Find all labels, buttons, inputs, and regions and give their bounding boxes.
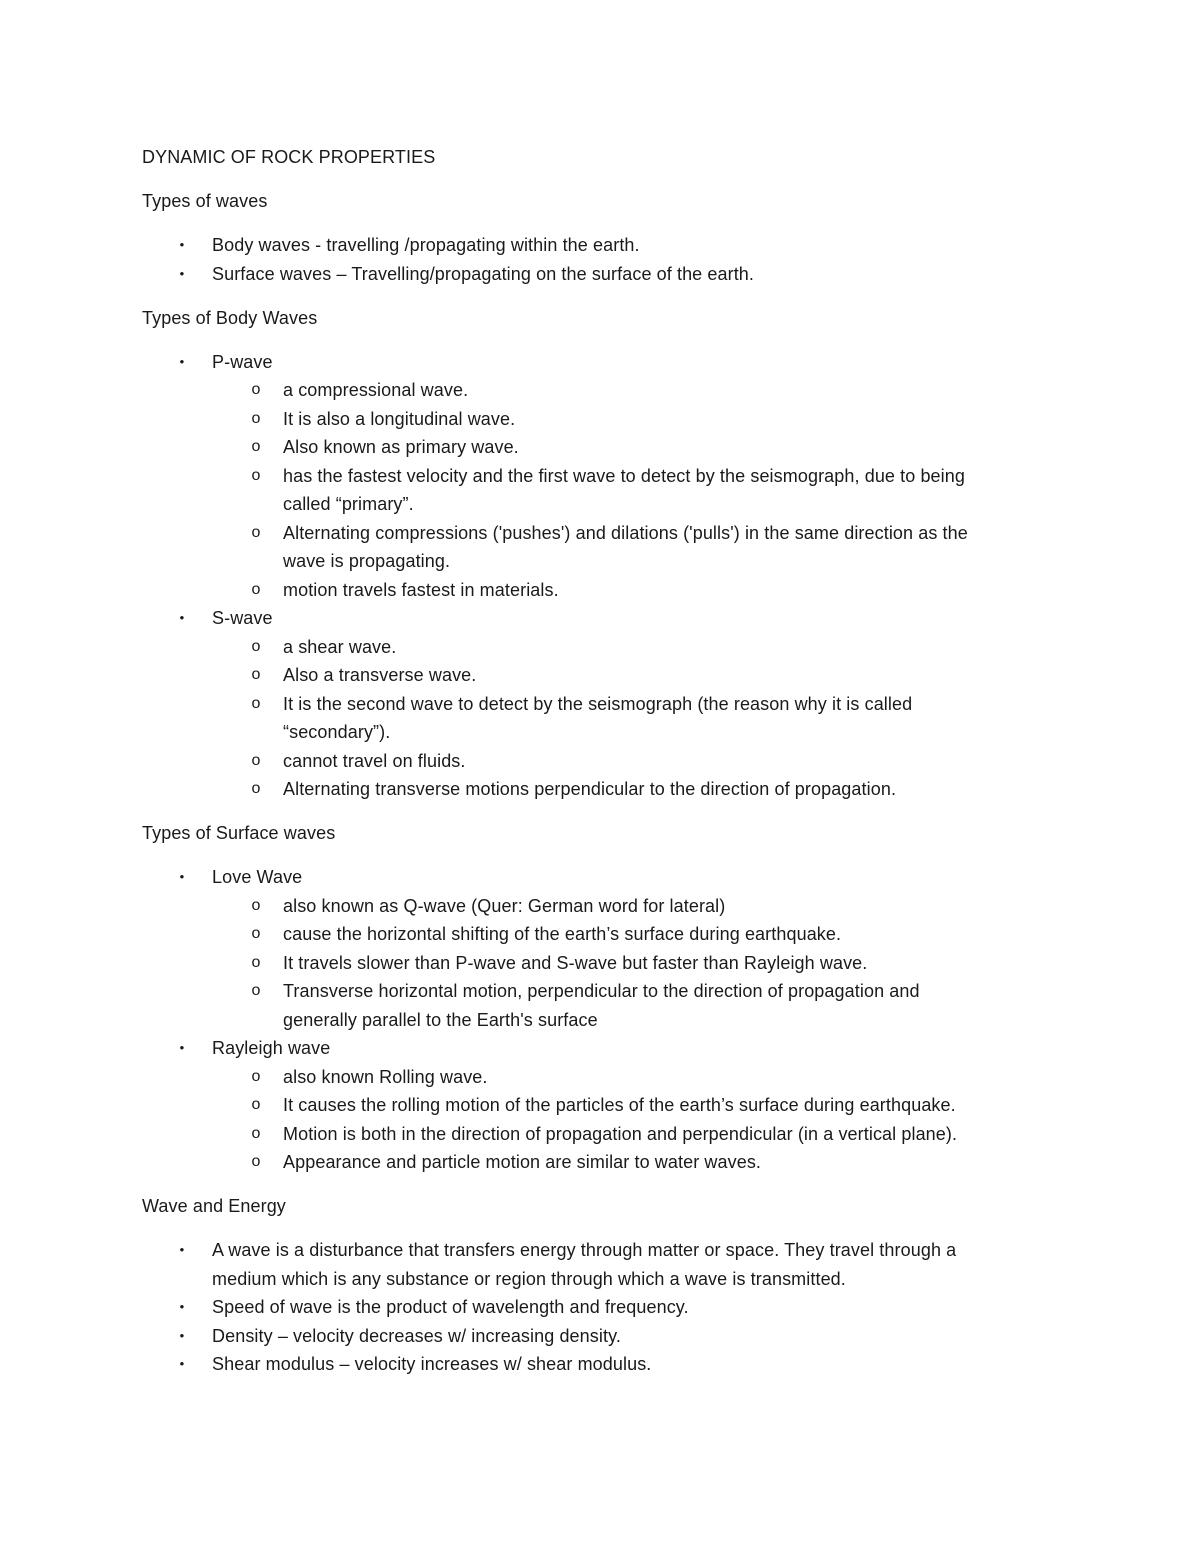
sub-list-item-text: Also a transverse wave. [283,665,477,685]
circle-bullet-icon: o [251,381,261,398]
circle-bullet-icon: o [251,1096,261,1113]
sub-list-item [142,920,1042,949]
sub-list-item [142,661,1042,690]
sub-list-item-text: cannot travel on fluids. [283,750,466,771]
sub-list-item-text: Also known as primary wave. [283,437,519,457]
bullet-icon: • [179,1040,185,1055]
list-item [142,604,1042,804]
circle-bullet-icon: o [251,1153,261,1170]
circle-bullet-icon: o [251,466,261,484]
circle-bullet-icon: o [251,694,261,712]
section-heading: Types of Body Waves [142,307,318,328]
sub-list-item-text: has the fastest velocity and the first wave to detect by the seismograph, due to being called “primary”. [283,465,965,514]
circle-bullet-icon: o [251,925,261,942]
sub-list-item-text: a shear wave. [283,636,397,657]
sub-list-item-text: Motion is both in the direction of propagation and perpendicular (in a vertical plane). [283,1123,958,1144]
sub-list-item [142,433,1042,462]
bullet-icon: • [179,1299,185,1314]
list-item [142,1034,1042,1177]
list-item [142,231,1042,260]
sub-list-item [142,1148,1042,1177]
list-item [142,1236,1042,1293]
sub-list-item-text: also known Rolling wave. [283,1066,488,1087]
list-item-text: Rayleigh wave [212,1038,331,1058]
bullet-icon: • [179,1356,185,1371]
circle-bullet-icon: o [251,982,261,999]
sub-list [212,633,1042,804]
circle-bullet-icon: o [251,523,261,541]
sub-list-item [142,747,1042,776]
sub-list [212,1063,1042,1177]
sub-list-item [142,405,1042,434]
list-item-text: Surface waves – Travelling/propagating on the surface of the earth. [212,263,755,284]
circle-bullet-icon: o [251,1067,261,1085]
circle-bullet-icon: o [251,580,261,598]
circle-bullet-icon: o [251,1124,261,1142]
bullet-icon: • [179,265,185,281]
list-item-text: A wave is a disturbance that transfers energy through matter or space. They travel through a medium which is any substance or region through which a wave is transmitted. [212,1240,957,1289]
circle-bullet-icon: o [251,409,261,427]
sub-list-item [142,690,1042,747]
circle-bullet-icon: o [251,896,261,914]
circle-bullet-icon: o [251,637,261,655]
circle-bullet-icon: o [251,438,261,455]
circle-bullet-icon: o [251,751,261,769]
list-item [142,1322,1042,1351]
list-item-text: Density – velocity decreases w/ increasing density. [212,1325,621,1346]
sub-list-item-text: motion travels fastest in materials. [283,579,559,600]
sub-list-item-text: It causes the rolling motion of the particles of the earth’s surface during earthquake. [283,1095,956,1115]
list-item [142,1350,1042,1379]
sub-list-item-text: a compressional wave. [283,380,469,400]
bullet-icon: • [179,1242,185,1257]
sub-list-item-text: It travels slower than P-wave and S-wave but faster than Rayleigh wave. [283,952,868,973]
sub-list-item-text: cause the horizontal shifting of the earth’s surface during earthquake. [283,924,842,944]
circle-bullet-icon: o [251,666,261,683]
sections-container [142,187,1042,1379]
sub-list-item [142,1091,1042,1120]
sub-list-item-text: It is also a longitudinal wave. [283,408,516,429]
document-body [142,143,1042,1394]
section-heading: Types of waves [142,191,268,211]
bullet-list [142,348,1042,804]
sub-list-item-text: Appearance and particle motion are similar to water waves. [283,1152,762,1172]
list-item-text: S-wave [212,608,273,628]
sub-list-item-text: Alternating transverse motions perpendicular to the direction of propagation. [283,779,897,799]
sub-list-item-text: It is the second wave to detect by the seismograph (the reason why it is called “secondary”). [283,693,913,742]
list-item-text: Body waves - travelling /propagating within the earth. [212,235,640,255]
section-heading: Types of Surface waves [142,823,336,843]
bullet-list [142,1236,1042,1379]
bullet-icon: • [179,237,185,252]
sub-list-item [142,775,1042,804]
sub-list [212,376,1042,604]
bullet-icon: • [179,610,185,625]
sub-list-item-text: also known as Q-wave (Quer: German word for lateral) [283,895,726,916]
bullet-list [142,863,1042,1177]
bullet-icon: • [179,869,185,884]
sub-list-item [142,977,1042,1034]
list-item-text: P-wave [212,351,273,372]
list-item-text: Shear modulus – velocity increases w/ shear modulus. [212,1354,652,1374]
sub-list-item-text: Alternating compressions ('pushes') and dilations ('pulls') in the same direction as the wave is propagating. [283,522,968,571]
sub-list-item [142,376,1042,405]
sub-list-item [142,1120,1042,1149]
circle-bullet-icon: o [251,953,261,971]
sub-list [212,892,1042,1035]
sub-list-item [142,633,1042,662]
sub-list-item [142,576,1042,605]
sub-list-item [142,519,1042,576]
circle-bullet-icon: o [251,780,261,797]
list-item [142,260,1042,289]
document-title: DYNAMIC OF ROCK PROPERTIES [142,147,436,167]
bullet-icon: • [179,353,185,369]
sub-list-item [142,462,1042,519]
sub-list-item [142,1063,1042,1092]
bullet-list [142,231,1042,288]
list-item [142,348,1042,605]
sub-list-item [142,892,1042,921]
sub-list-item-text: Transverse horizontal motion, perpendicular to the direction of propagation and generally parallel to the Earth's surface [283,981,920,1030]
list-item-text: Love Wave [212,867,303,887]
list-item [142,1293,1042,1322]
section-heading: Wave and Energy [142,1196,286,1216]
sub-list-item [142,949,1042,978]
list-item [142,863,1042,1034]
bullet-icon: • [179,1327,185,1343]
list-item-text: Speed of wave is the product of wavelength and frequency. [212,1297,689,1317]
